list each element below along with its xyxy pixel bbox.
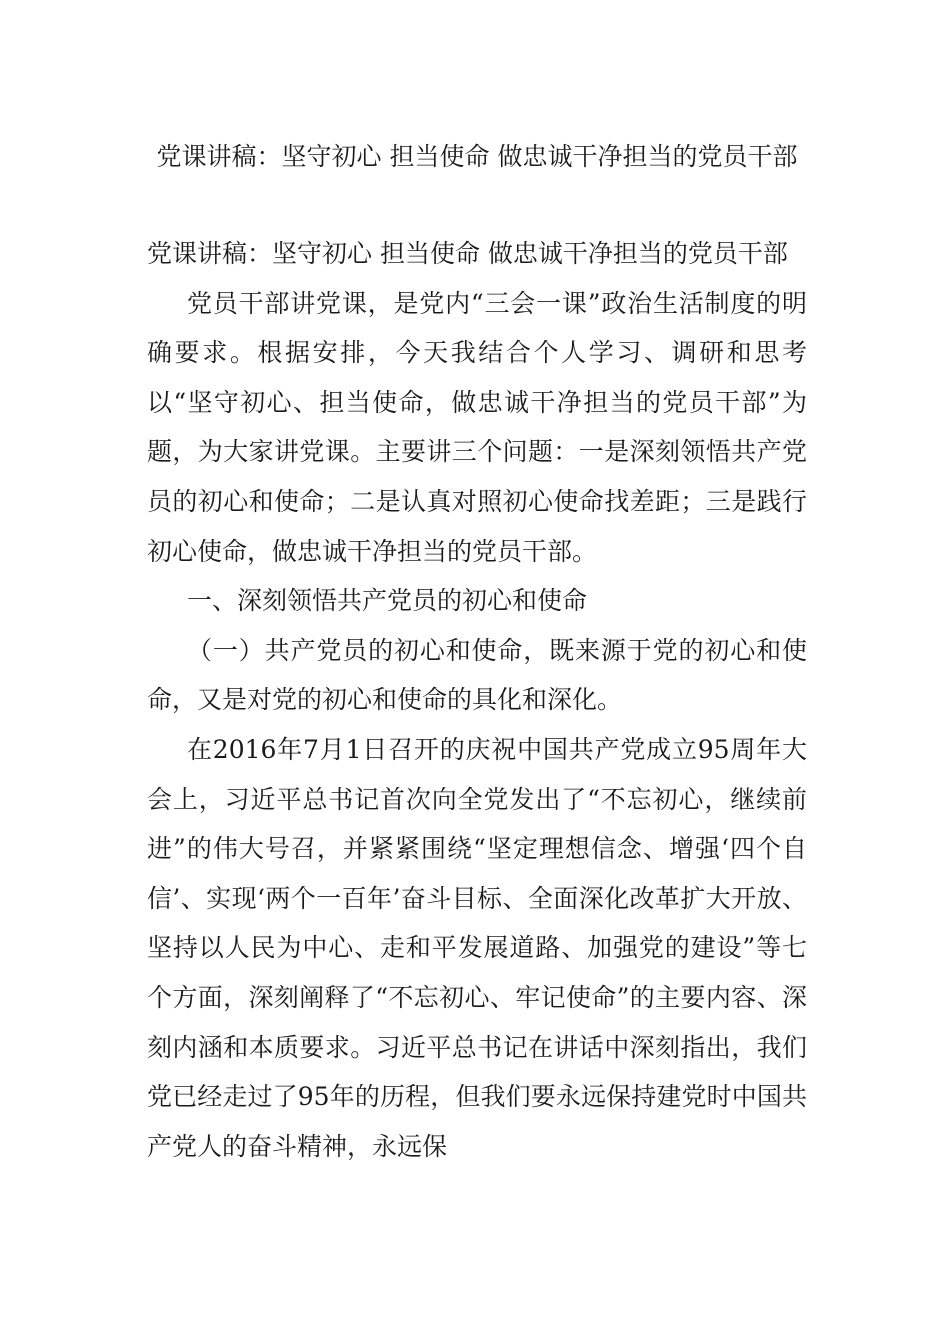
subsection-heading: （一）共产党员的初心和使命，既来源于党的初心和使命，又是对党的初心和使命的具化和深化。	[147, 635, 807, 715]
body-paragraph: 在2016年7月1日召开的庆祝中国共产党成立95周年大会上，习近平总书记首次向全党发出了“不忘初心，继续前进”的伟大号召，并紧紧围绕“坚定理想信念、增强‘四个自信’、实现‘两个一百年’奋斗目标、全面深化改革扩大开放、坚持以人民为中心、走和平发展道路、加强党的建设”等七个方面，深刻阐释了“不忘初心、牢记使命”的主要内容、深刻内涵和本质要求。习近平总书记在讲话中深刻指出，我们党已经走过了95年的历程，但我们要永远保持建党时中国共产党人的奋斗精神，永远保	[147, 734, 807, 1161]
document-title: 党课讲稿：坚守初心 担当使命 做忠诚干净担当的党员干部	[156, 142, 798, 171]
section-heading: 一、深刻领悟共产党员的初心和使命	[187, 586, 588, 616]
repeated-title-paragraph: 党课讲稿：坚守初心 担当使命 做忠诚干净担当的党员干部	[147, 239, 788, 268]
intro-paragraph: 党员干部讲党课，是党内“三会一课”政治生活制度的明确要求。根据安排，今天我结合个人学习、调研和思考以“坚守初心、担当使命，做忠诚干净担当的党员干部”为题，为大家讲党课。主要讲三个问题：一是深刻领悟共产党员的初心和使命；二是认真对照初心使命找差距；三是践行初心使命，做忠诚干净担当的党员干部。	[147, 288, 807, 566]
document-body	[147, 229, 807, 1171]
